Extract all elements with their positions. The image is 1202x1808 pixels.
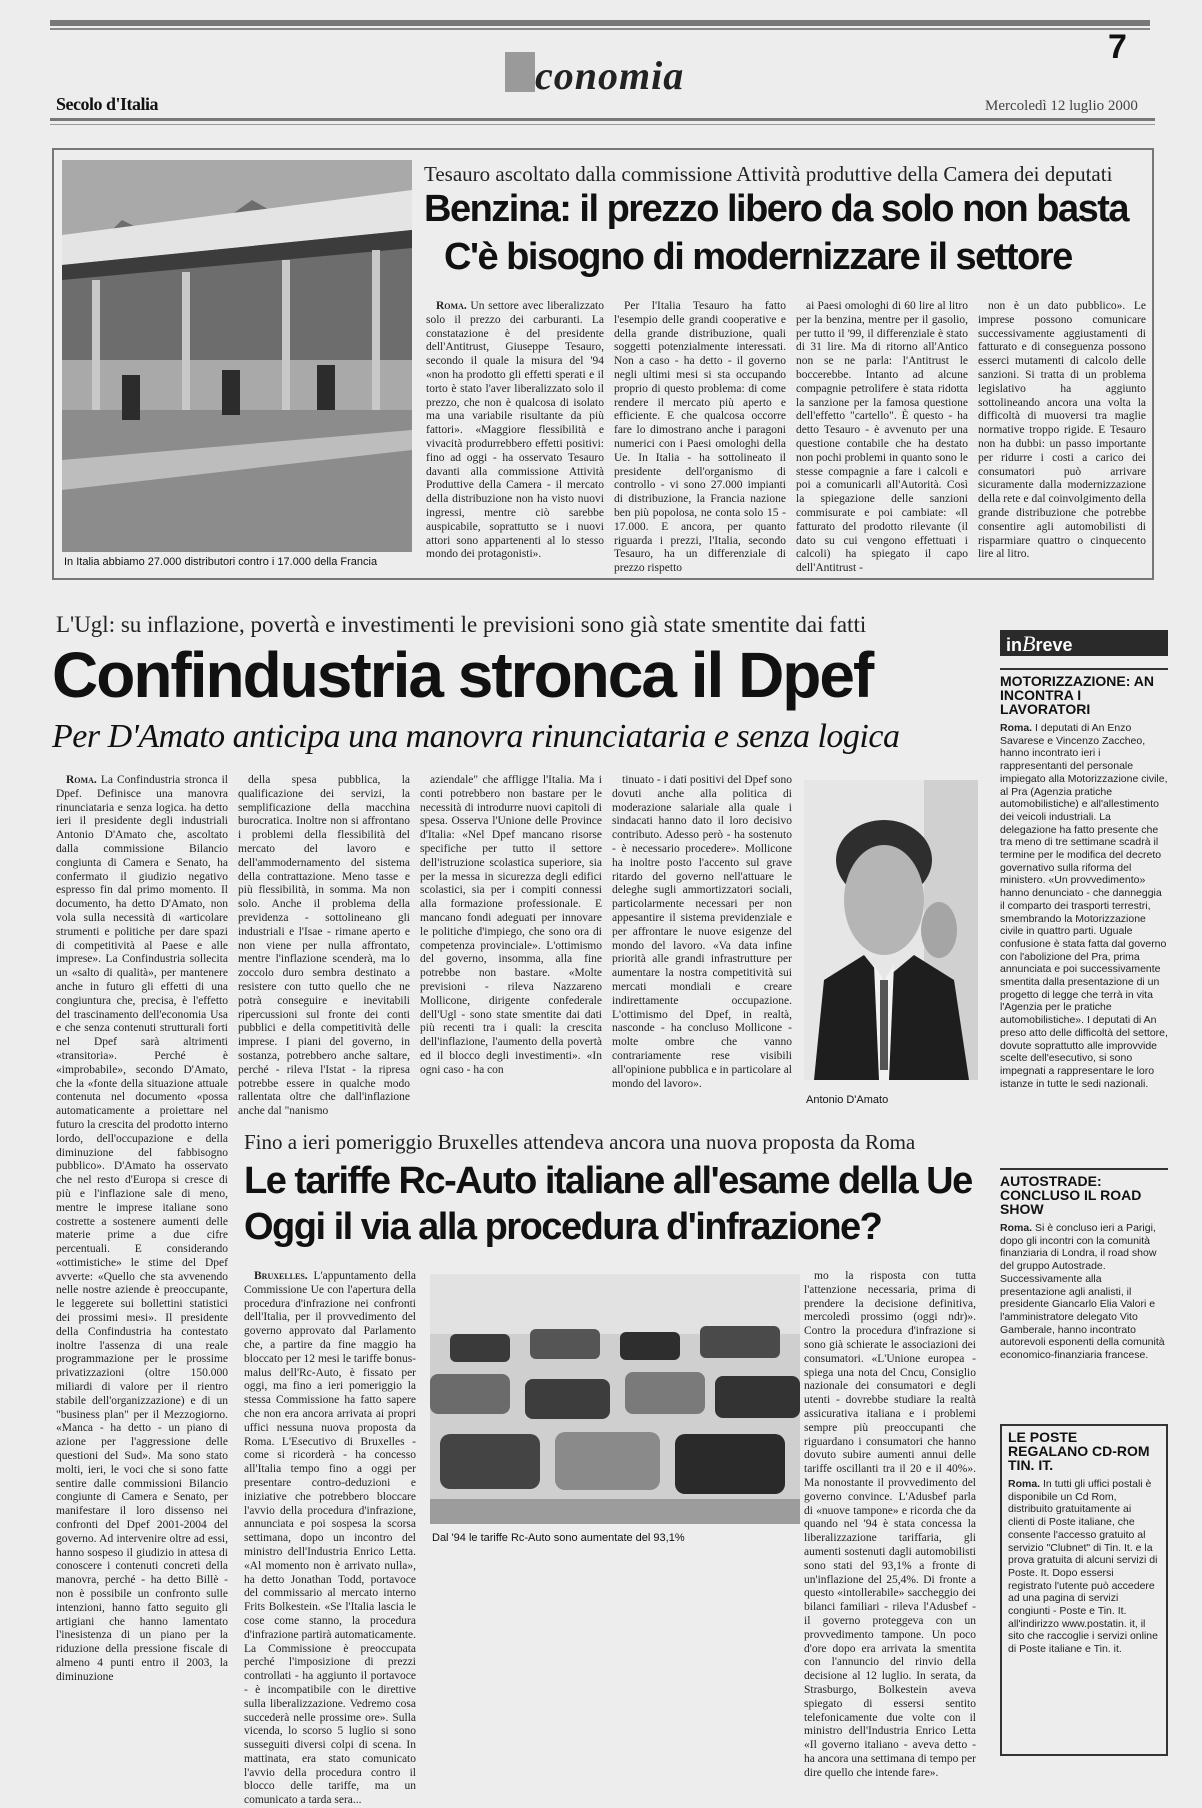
- portrait-caption: Antonio D'Amato: [806, 1094, 889, 1106]
- main-article-subheadline: Per D'Amato anticipa una manovra rinunciataria e senza logica: [52, 718, 900, 755]
- rc-article-column: [244, 1270, 417, 1807]
- brief-body-poste: [1008, 1478, 1160, 1738]
- brief-title-autostrade: AUTOSTRADE: CONCLUSO IL ROAD SHOW: [1000, 1173, 1142, 1217]
- main-article-kicker: L'Ugl: su inflazione, povertà e investimenti le previsioni sono già state smentite dai fatti: [56, 612, 867, 637]
- sidebar-separator: [1000, 668, 1168, 670]
- section-logo-word: conomia: [535, 53, 685, 98]
- top-article-headline-1: Benzina: il prezzo libero da solo non basta: [424, 188, 1129, 230]
- masthead-rule: [50, 118, 1155, 121]
- top-article-headline-2: C'è bisogno di modernizzare il settore: [444, 236, 1072, 278]
- traffic-illustration: [430, 1274, 800, 1524]
- brief-text: Si è concluso ieri a Parigi, dopo gli incontri con la comunità finanziaria di Londra, il road show del gruppo Autostrade. Successivamente alla presentazione agli analisti, il presidente Giancarlo Elia Valori e l'amministratore delegato Vito Gamberale, hanno incontrato autorevoli esponenti della comunità economico-finanziaria francese.: [1000, 1222, 1165, 1362]
- top-article-col-2-text: Per l'Italia Tesauro ha fatto l'esempio delle grandi cooperative e della grande distribuzione, quali soggetti potenzialmente interessati. Non a caso - ha detto - il governo negli ultimi mesi si sta occupando proprio di questo problema: di come rendere il mercato più aperto e efficiente. E che qualcosa occorre fare lo dimostrano anche i paragoni numerici con i Paesi omologhi della Ue. In Italia - ha sottolineato il presidente dell'organismo di controllo - vi sono 27.000 impianti di distribuzione, la Francia nazione ben più popolosa, ne conta solo 15 - 17.000. E ancora, per quanto riguarda i prezzi, l'Italia, secondo Tesauro, ha un differenziale di prezzo rispetto: [614, 300, 786, 575]
- rc-article-col-2-text: mo la risposta con tutta l'attenzione necessaria, prima di prendere la decisione definitiva, mercoledì prossimo (oggi ndr)». Contro la procedura d'infrazione si sono già schierate le associazioni dei consumatori. «L'Unione europea - spiega una nota del Cncu, Consiglio nazionale dei consumatori e degli utenti - dovrebbe studiare la realtà assicurativa italiana e i problemi sempre più preoccupanti che riguardano i consumatori che hanno dovuto subire aumenti annui delle tariffe oscillanti tra il 20 e il 40%». Ma nonostante il provvedimento del governo convince. L'Adusbef parla di «nuove tampone» e ricorda che da quando nel '94 è stata concessa la liberalizzazione tariffaria, gli aumenti sostenuti dagli automobilisti sono stati del 93,1% a fronte di un'inflazione del 25,4%. Di fronte a questo «intollerabile» saccheggio dei bilanci familiari - rileva l'Adusbef - il governo proteggeva con un provvedimento tampone. Un poco d'ore dopo era arrivata la smentita con l'annuncio del rinvio della decisione al 12 luglio. In serata, da Strasburgo, Bolkestein aveva spiegato di essersi sentito telefonicamente due volte con il ministro dell'Industria Enrico Letta «Il governo italiano - aveva detto - ha ancora una settimana di tempo per dire quello che intende fare».: [804, 1270, 976, 1779]
- brief-text: I deputati di An Enzo Savarese e Vincenzo Zaccheo, hanno incontrato ieri i rappresentanti del personale impiegato alla Motorizzazione civile, al Pra (Agenzia pratiche automobilistiche) e all'allestimento dei veicoli industriali. La delegazione ha fatto presente che tra meno di tre settimane scadrà il termine per le modifica del decreto governativo sulla riforma del ministero. «Un provvedimento» hanno denunciato - che danneggia il comparto dei trasporti terrestri, smembrando la Motorizzazione civile in quattro parti. Uguale confusione è stata fatta dal governo con l'abolizione del Pra, prima annunciata e poi successivamente smentita dalla presentazione di un progetto di legge che terrà in vita l'Agenzia per le pratiche automobilistiche». I deputati di An preso atto delle difficoltà del settore, dovute soprattutto alle improvvide scelte dell'esecutivo, si sono impegnati a rappresentare le loro istanze in tutte le sedi nazionali.: [1000, 722, 1168, 1090]
- rc-article-kicker: Fino a ieri pomeriggio Bruxelles attendeva ancora una nuova proposta da Roma: [244, 1130, 916, 1154]
- main-article-col-4-text: tinuato - i dati positivi del Dpef sono dovuti anche alla politica di moderazione salariale alla quale i sindacati hanno dato il loro decisivo contributo. Adesso però - ha sostenuto - è necessario procedere». Mollicone ha inoltre posto l'accento sul grave ritardo del governo nell'attuare le deleghe sugli ammortizzatori sociali, particolarmente necessari per non appesantire il sistema previdenziale e per affrontare le nuove esigenze del mondo del lavoro. «Va data infine priorità alle grandi infrastrutture per aumentare la nostra competitività sui mercati mondiali e creare indirettamente occupazione. L'ottimismo del Dpef, in realtà, nasconde - ha concluso Mollicone - molte ombre che vanno contrariamente rese visibili all'opinione pubblica e in particolare al mondo del lavoro».: [612, 774, 792, 1090]
- in-breve-brand: [1000, 630, 1168, 656]
- brief-box-poste: [1000, 1424, 1168, 1756]
- dateline-lead: Bruxelles.: [254, 1270, 308, 1282]
- traffic-photo-caption: Dal '94 le tariffe Rc-Auto sono aumentate del 93,1%: [432, 1532, 685, 1544]
- top-rule: [50, 20, 1150, 26]
- top-article-col-4-text: non è un dato pubblico». Le imprese possono comunicare successivamente aggiustamenti di fatturato e di conseguenza possono esserci mutamenti di calcolo delle sanzioni. Si tratta di un problema legislativo ha aggiunto sottolineando ancora una volta la difficoltà di muoversi tra maglie normative troppo rigide. E Tesauro non ha dubbi: un passo importante per ridurre i costi a carico dei consumatori può arrivare sicuramente dalla modernizzazione della rete e dal coinvolgimento della grande distribuzione che potrebbe consentire agli automobilisti di risparmiare quattro o cinquecento lire al litro.: [978, 300, 1146, 561]
- portrait-photo: [804, 780, 978, 1080]
- dateline-lead: Roma.: [66, 774, 97, 786]
- sidebar-separator: [1000, 1168, 1168, 1170]
- top-article-col-1-text: Un settore avec liberalizzato solo il prezzo dei carburanti. La constatazione è del presidente dell'Antitrust, Giuseppe Tesauro, secondo il quale la misura del '94 «non ha prodotto gli effetti sperati e il torto è stato l'aver liberalizzato solo il prezzo, che non è qualcosa di isolato ma una variabile risultante da più fattori». «Maggiore flessibilità e vivacità produrrebbero effetti positivi: fino ad oggi - ha osservato Tesauro davanti alla commissione Attività Produttive della Camera - il mercato della distribuzione non ha visto nuovi ingressi, mentre ciò sarebbe auspicabile, soprattutto se i nuovi attori sono appartenenti al lo stesso mondo dei protagonisti».: [426, 300, 604, 561]
- main-article-column: [612, 774, 792, 1090]
- dateline-lead: Roma.: [1000, 1222, 1033, 1234]
- top-article-column: [614, 300, 786, 575]
- top-rule-thin: [50, 28, 1150, 30]
- brand-rest: reve: [1035, 635, 1073, 655]
- gas-station-illustration: [62, 160, 412, 552]
- newspaper-name: Secolo d'Italia: [56, 94, 159, 114]
- top-article-col-3-text: ai Paesi omologhi di 60 lire al litro per la benzina, mentre per il gasolio, per tutto il '99, il differenziale è stato di 31 lire. Ma di ritorno all'Antico non se ne parla: l'Antitrust le boccerebbe. Intanto ad alcune compagnie petrolifere è stata ridotta la sanzione per la famosa questione dell'effetto "cartello". È questo - ha detto Tesauro - è avvenuto per una questione contabile che ha destato non pochi problemi in quanto sono le stesse compagnie a fare i calcoli e poi a comunicarli all'Autorità. Così la spiegazione delle sanzioni commisurate e poi cambiate: «Il fatturato del prodotto rilevante (il dato su cui vengono effettuati i calcoli) ha spiegato il capo dell'Antitrust -: [796, 300, 968, 575]
- brief-title-poste: LE POSTE REGALANO CD-ROM TIN. IT.: [1008, 1429, 1150, 1473]
- main-article-column: [238, 774, 410, 1118]
- gas-station-photo: [62, 160, 412, 552]
- section-logo: [505, 48, 705, 98]
- main-article-col-2-text: della spesa pubblica, la qualificazione dei servizi, la semplificazione della macchina burocratica. Inoltre non si affrontano i problemi della flessibilità del mercato del lavoro e dell'ammodernamento del sistema della contrattazione. Meno tasse e più flessibilità, in somma. Ma non solo. Anche il problema della previdenza - sottolineano gli industriali e l'Isae - rimane aperto e non viene per nulla affrontato, mentre l'inflazione scenderà, ma lo zoccolo duro sembra destinato a resistere con tutto quello che ne potrà conseguire e inevitabili ripercussioni sul fronte dei conti pubblici e della competitività delle imprese. I piani del governo, in sostanza, potrebbero anche saltare, perché - rileva l'Istat - la ripresa potrebbe essere in qualche modo rallentata oltre che dall'inflazione anche dal "nanismo: [238, 774, 410, 1118]
- page-number: 7: [1108, 28, 1127, 66]
- issue-date: Mercoledì 12 luglio 2000: [985, 98, 1138, 114]
- brand-initial: B: [1022, 631, 1036, 656]
- rc-article-column: [804, 1270, 976, 1779]
- section-logo-initial: E: [505, 52, 535, 92]
- main-article-column: [56, 774, 228, 1750]
- brief-title-motorizzazione: MOTORIZZAZIONE: AN INCONTRA I LAVORATORI: [1000, 673, 1154, 717]
- rc-article-headline-2: Oggi il via alla procedura d'infrazione?: [244, 1206, 882, 1248]
- rc-article-headline-1: Le tariffe Rc-Auto italiane all'esame della Ue: [244, 1160, 972, 1202]
- brief-body-motorizzazione: [1000, 722, 1168, 1156]
- top-article-column: [426, 300, 604, 570]
- main-article-headline: Confindustria stronca il Dpef: [52, 639, 873, 711]
- main-article-column: [420, 774, 602, 1080]
- brand-prefix: in: [1006, 635, 1022, 655]
- main-article-col-3-text: aziendale" che affligge l'Italia. Ma i conti potrebbero non bastare per le necessità di introdurre nuovi capitoli di spesa. Osserva l'Unione delle Province d'Italia: «Nel Dpef mancano risorse specifiche per tutto il settore dell'istruzione scolastica superiore, sia per la messa in sicurezza degli edifici scolastici, sia per i compiti connessi alla formazione professionale. E mancano fondi adeguati per innovare le politiche d'impiego, che sono ora di competenza provinciale». L'ottimismo del governo, insomma, alla fine potrebbe non bastare. «Molte previsioni - rileva Nazzareno Mollicone, dirigente confederale dell'Ugl - sono state smentite dai dati più recenti tra i quali: la crescita dell'inflazione, l'aumento della povertà ed il blocco degli investimenti». «In ogni caso - ha con: [420, 774, 602, 1076]
- traffic-photo: [430, 1274, 800, 1524]
- dateline-lead: Roma.: [1008, 1478, 1041, 1490]
- brief-body-autostrade: [1000, 1222, 1168, 1412]
- gas-photo-caption: In Italia abbiamo 27.000 distributori contro i 17.000 della Francia: [64, 556, 378, 568]
- in-breve-sidebar: [1000, 630, 1168, 1750]
- portrait-illustration: [804, 780, 978, 1080]
- brief-text: In tutti gli uffici postali è disponibile un Cd Rom, distribuito gratuitamente ai clienti di Poste italiane, che consente l'accesso gratuito al servizio "Clubnet" di Tin. It. e la prova gratuita di alcuni servizi di Poste. It. Dopo essersi registrato l'utente può accedere ad una pagina di servizi congiunti - Poste e Tin. It. all'indirizzo www.postatin. it, il sito che raccoglie i servizi online di Poste italiane e Tin. it.: [1008, 1478, 1158, 1656]
- top-article-kicker: Tesauro ascoltato dalla commissione Attività produttive della Camera dei deputati: [424, 162, 1113, 186]
- masthead-rule-thin: [50, 124, 1155, 125]
- top-article-column: [796, 300, 968, 575]
- dateline-lead: Roma.: [1000, 722, 1033, 734]
- rc-article-col-1-text: L'appuntamento della Commissione Ue con l'apertura della procedura d'infrazione nei confronti dell'Italia, per il provvedimento del governo approvato dal Parlamento che, a partire da fine maggio ha bloccato per 12 mesi le tariffe bonus-malus dell'Rc-Auto, è fissato per oggi, ma fino a ieri pomeriggio la stessa Commissione ha fatto sapere che non era ancora arrivata ai propri uffici nessuna nuova proposta da Roma. L'Esecutivo di Bruxelles - come si ricorderà - ha concesso all'Italia tempo fino a oggi per presentare contro-deduzioni e iniziative che potrebbero bloccare l'avvio della procedura d'infrazione, annunciata e poi sospesa la scorsa settimana, dopo un incontro del ministro dell'Industria Enrico Letta. «Al momento non è arrivato nulla», ha detto Jonathan Todd, portavoce del commissario al mercato interno Frits Bolkestein. «Se l'Italia lascia le cose come stanno, la procedura d'infrazione partirà automaticamente. La Commissione è preoccupata perché l'imposizione di prezzi controllati - ha aggiunto il portavoce - è incompatibile con le direttive sulla liberalizzazione. Vedremo cosa succederà nelle prossime ore». Sulla vicenda, lo scorso 5 luglio si sono susseguiti diversi colpi di scena. In mattinata, era stato comunicato l'avvio della procedura contro il blocco delle tariffe, ma un comunicato a tarda sera...: [244, 1270, 417, 1807]
- top-article-column: [978, 300, 1146, 570]
- dateline-lead: Roma.: [436, 300, 467, 312]
- main-article-col-1-text: La Confindustria stronca il Dpef. Definisce una manovra rinunciataria e senza logica. ha detto ieri il presidente degli industriali Antonio D'Amato che, ascoltato dalla commissione Bilancio congiunta di Camera e Senato, ha confermato il giudizio negativo espresso fin dal primo momento. Il documento, ha detto D'Amato, non vola sulla necessità di «articolare strumenti e politiche per dare spazi di competitività al Paese e alle imprese». La Confindustria sollecita un «salto di qualità», per mantenere anche in futuro gli effetti di una congiuntura che, precisa, è l'effetto del trascinamento dell'economia Usa e che senza contenuti strutturali forti nel Dpef sarà altrimenti «transitoria». Perché è «improbabile», secondo D'Amato, che la «fonte della situazione attuale contenuta nel documento «possa automaticamente a proiettare nel futuro la crescita del prodotto interno lordo, dell'occupazione e della diminuzione del fabbisogno pubblico». D'Amato ha osservato che nel resto d'Europa si cresce di più e l'inflazione sale di meno, mentre le imprese italiane sono costrette a sostenere aumenti delle materie prime a due cifre percentuali. E considerando «ottimistiche» le stime del Dpef avverte: «Quello che sta avvenendo nelle nostre aziende è preoccupante, le leggerete sui bollettini statistici dei prossimi mesi». Il presidente della Confindustria ha contestato inoltre l'assenza di una reale programmazione per le prossime privatizzazioni (oltre 150.000 miliardi di valore per il rientro stabile dell'organizzazione) e di un "business plan" per il Mezzogiorno. «Manca - ha detto - un piano di azione per l'aggressione delle questioni del Sud». Ma sono stato molti, ieri, le voci che si sono fatte sentire dalle commissioni Bilancio congiunte di Camera e Senato, per manifestare il loro dissenso nei confronti del Dpef 2001-2004 del governo. Ad intervenire oltre ad essi, hanno sospeso il giudizio in attesa di conoscere i contenuti concreti della manovra, perché - ha detto Billè - non è possibile un confronto sulle intenzioni, hanno fatto seguito gli artigiani che hanno lamentato l'inesistenza di un piano per la riduzione della pressione fiscale di almeno 4 punti entro il 2003, la diminuzione: [56, 774, 228, 1683]
